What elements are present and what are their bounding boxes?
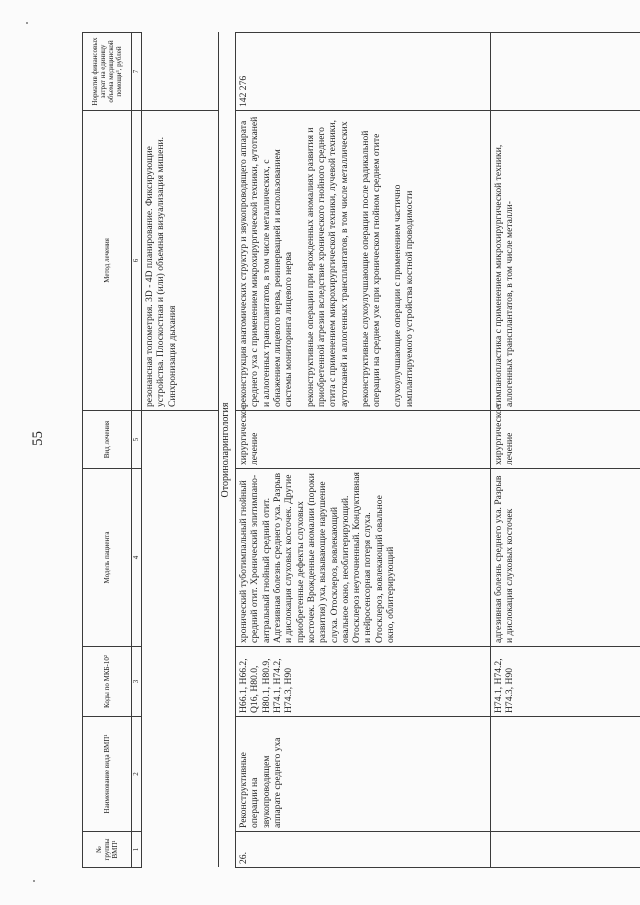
table-row [236,33,491,868]
vmp-name [491,717,640,832]
empty-cell [142,832,219,868]
vmp-name: Реконструктивные операции на звукопроводящем аппарате среднего уха [236,717,491,832]
treatment-method: тимпанопластика с применением микрохирургической техники, аллогенных трансплантатов, в том числе металли- [493,144,516,407]
patient-model: адгезивная болезнь среднего уха. Разрыв и дислокация слуховых косточек [491,469,640,647]
treatment-type: хирургическое лечение [491,411,640,469]
column-number: 7 [132,33,142,111]
section-title: Оториноларингология [219,33,236,868]
header-treatment-type: Вид лечения [83,411,132,469]
header-treatment-method: Метод лечения [83,111,132,411]
header-group-number: № группы ВМП¹ [83,832,132,868]
header-vmp-name: Наименование вида ВМП¹ [83,717,132,832]
empty-cell [142,33,219,111]
column-number: 1 [132,832,142,868]
empty-cell [142,469,219,647]
table-row [491,33,640,868]
treatment-method: реконструкция анатомических структур и звукопроводящего аппарата среднего уха с применением микрохирургической техники, аутотканей и аллогенных трансплантатов, в том числе металлических, с обнажением лицевого нерва, реиннервацией и использованием системы мониторинга лицевого нерва [238,116,295,407]
column-number: 3 [132,647,142,717]
header-icd-codes: Коды по МКБ-10² [83,647,132,717]
header-patient-model: Модель пациента [83,469,132,647]
continuation-method: резонансная топометрия. 3D - 4D планирование. Фиксирующие устройства. Плоскостная и (или) объемная визуализация мишени. Синхронизация дыхания [142,111,219,411]
continuation-row [142,33,219,868]
group-number [491,832,640,868]
icd-codes: H74.1, H74.2, H74.3, H90 [491,647,640,717]
column-number: 5 [132,411,142,469]
column-number: 4 [132,469,142,647]
treatment-method: слухоулучшающие операции с применением частично имплантируемого устройства костной проводимости [392,184,415,407]
page-number: 55 [30,431,46,446]
empty-cell [142,717,219,832]
treatment-method: реконструктивные слухоулучшающие операции после радикальной операции на среднем ухе при хроническом гнойном среднем отите [359,130,383,407]
patient-model: хронический туботимпальный гнойный средний отит. Хронический эпитимпано-антральный гнойный средний отит. Адгезивная болезнь среднего уха. Разрыв и дислокация слуховых косточек. Другие приобретенные дефекты слуховых косточек. Врожденные аномалии (пороки развития) уха, вызывающие нарушение слуха. Отосклероз, вовлекающий овальное окно, необлитерирующий. Отосклероз неуточненный. Кондуктивная и нейросенсорная потеря слуха. Отосклероз, вовлекающий овальное окно, облитерирующий [236,469,491,647]
cost-norm: 142 276 [236,33,491,111]
group-number: 26. [236,832,491,868]
header-cost-norm: Норматив финансовых затрат на единицу объема медицинской помощи³, рублей [83,33,132,111]
cost-norm [491,33,640,111]
section-row [219,33,236,868]
column-number-row [132,33,142,868]
empty-cell [142,411,219,469]
treatment-method: реконструктивные операции при врожденных аномалиях развития и приобретенной атрезии вследствие хронического гнойного среднего отита с применением микрохирургической техники, лучевой техники, аутотканей и аллогенных трансплантатов, в том числе металлических [304,120,350,407]
scan-speck [33,880,35,882]
medical-care-table [82,32,640,868]
treatment-methods [236,111,491,411]
rotated-table-container [82,33,622,868]
header-row [83,33,132,868]
scan-speck [26,22,28,24]
empty-cell [142,647,219,717]
treatment-methods [491,111,640,411]
treatment-type: хирургическое лечение [236,411,491,469]
icd-codes: H66.1, H66.2, Q16, H80.0, H80.1, H80.9, H74.1, H74.2, H74.3, H90 [236,647,491,717]
column-number: 6 [132,111,142,411]
column-number: 2 [132,717,142,832]
